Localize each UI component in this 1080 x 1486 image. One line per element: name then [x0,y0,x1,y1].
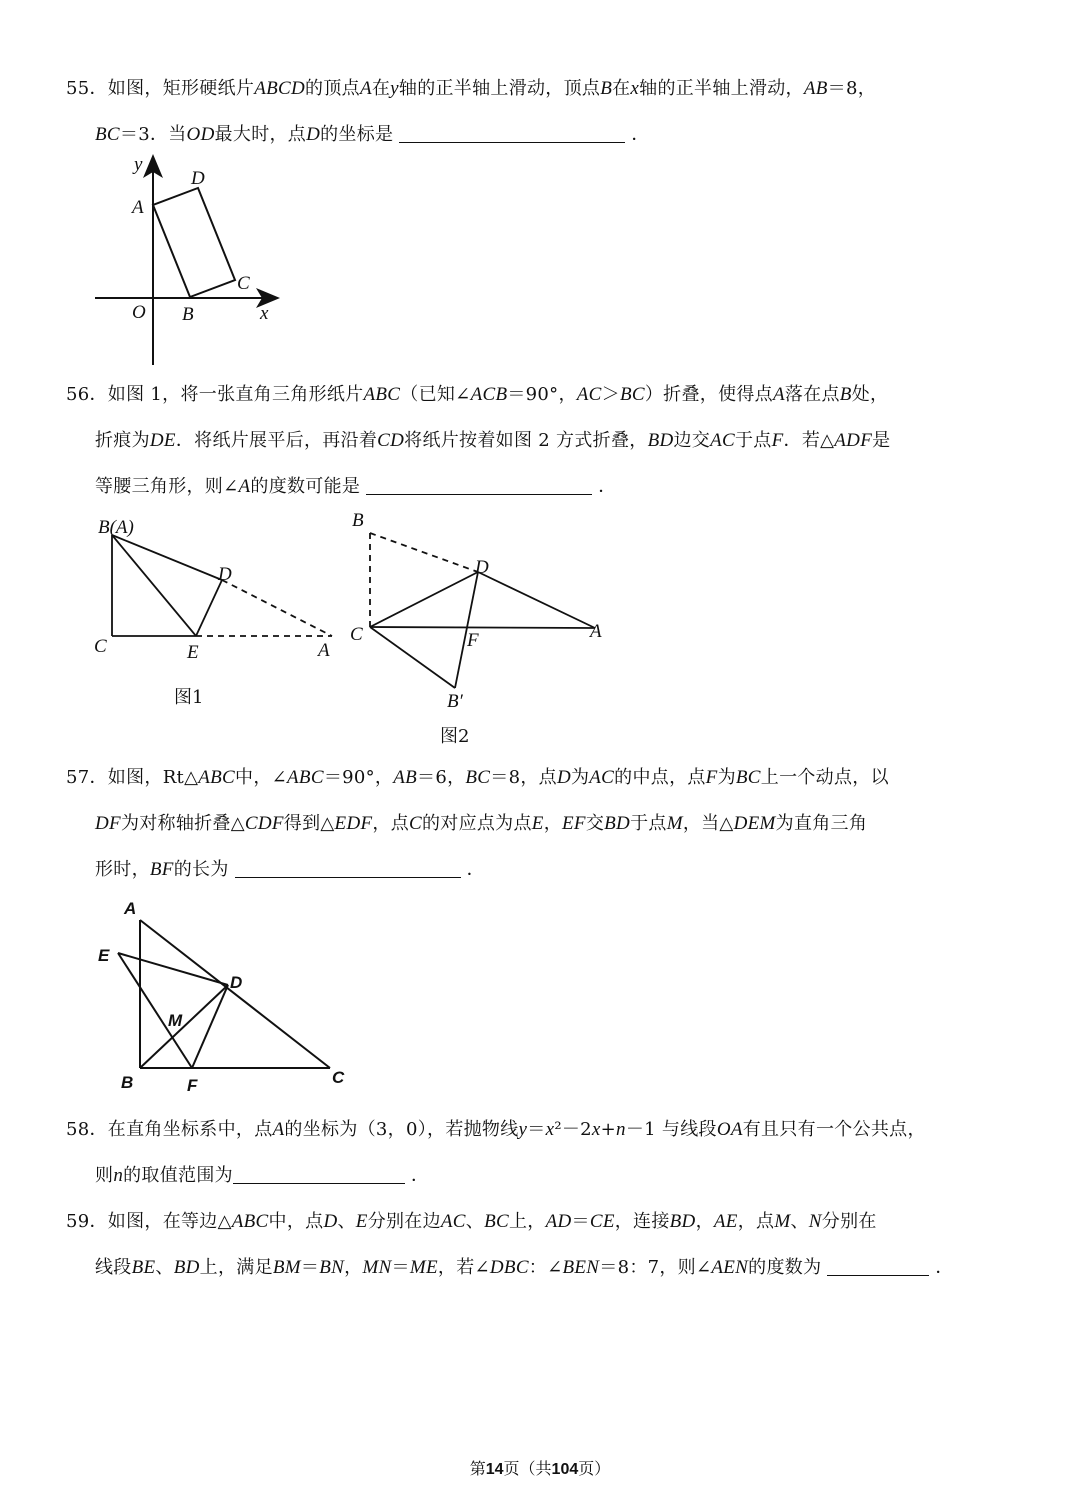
label-d: D [191,168,205,189]
problem-58-line-1: 58．在直角坐标系中，点A的坐标为（3，0），若抛物线y＝x²－2x+n－1 与线段OA有且只有一个公共点， [66,1119,926,1140]
label-e: E [187,642,199,663]
label-x: x [260,303,269,324]
label-a: A [590,621,602,642]
problem-55-line-2: BC＝3．当OD最大时，点D的坐标是 ． [95,124,650,145]
label-b-a: B(A) [98,517,134,538]
problem-57-line-2: DF为对称轴折叠△CDF得到△EDF，点C的对应点为点E，EF交BD于点M，当△DEM为直角三角 [95,813,868,834]
label-c: C [350,624,363,645]
label-b: B [182,304,194,325]
figure-2-caption: 图2 [440,726,470,747]
current-page: 14 [485,1461,504,1478]
label-d: D [475,557,489,578]
problem-56-line-3: 等腰三角形，则∠A的度数可能是 ． [95,476,617,497]
problem-56-line-1: 56．如图 1，将一张直角三角形纸片ABC（已知∠ACB＝90°，AC＞BC）折叠，使得点A落在点B处， [66,384,889,405]
problem-59-line-2: 线段BE、BD上，满足BM＝BN，MN＝ME，若∠DBC：∠BEN＝8：7，则∠AEN的度数为 ． [95,1257,954,1278]
total-pages: 104 [551,1461,579,1478]
label-a: A [132,197,144,218]
label-e: E [98,946,110,965]
label-a: A [318,640,330,661]
label-a: A [124,899,137,918]
problem-55-line-1: 55．如图，矩形硬纸片ABCD的顶点A在y轴的正半轴上滑动，顶点B在x轴的正半轴上滑动，AB＝8， [66,78,877,99]
label-d: D [218,564,232,585]
label-b: B [352,510,364,531]
label-m: M [168,1011,183,1030]
figure-57 [118,920,330,1068]
problem-57-line-3: 形时，BF的长为 ． [95,859,485,880]
figure-1-caption: 图1 [174,687,204,708]
problem-57-line-1: 57．如图，Rt△ABC中，∠ABC＝90°，AB＝6，BC＝8，点D为AC的中点，点F为BC上一个动点，以 [66,767,889,788]
label-f: F [467,630,479,651]
rectangle-abcd [153,188,235,297]
figure-55 [95,158,276,365]
label-f: F [187,1076,198,1095]
label-d: D [230,973,243,992]
label-c: C [332,1068,345,1087]
problem-59-line-1: 59．如图，在等边△ABC中，点D、E分别在边AC、BC上，AD＝CE，连接BD，AE，点M、N分别在 [66,1211,877,1232]
label-b: B [121,1073,134,1092]
page-footer: 第14页（共104页） [469,1459,611,1478]
label-c: C [237,273,250,294]
label-c: C [94,636,107,657]
label-b-prime: B′ [447,691,463,712]
problem-58-line-2: 则n的取值范围为 ． [95,1165,430,1186]
label-o: O [132,302,146,323]
label-y: y [134,154,143,175]
problem-56-line-2: 折痕为DE．将纸片展平后，再沿着CD将纸片按着如图 2 方式折叠，BD边交AC于点F．若△ADF是 [95,430,891,451]
figure-56-1 [112,535,332,636]
